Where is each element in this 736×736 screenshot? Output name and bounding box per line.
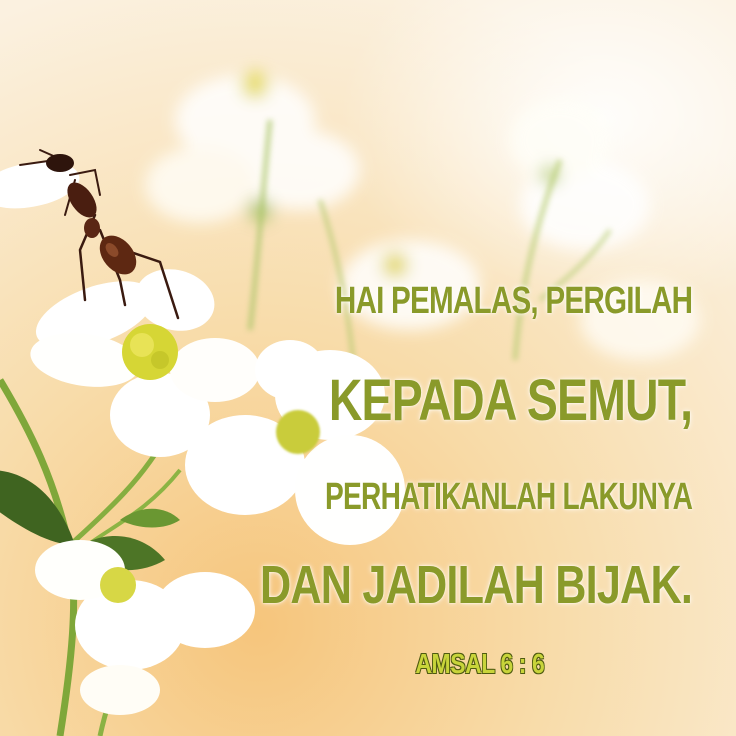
quote-line-3: PERHATIKANLAH LAKUNYA	[324, 476, 692, 518]
quote-line-4: DAN JADILAH BIJAK.	[259, 555, 692, 615]
scripture-reference: AMSAL 6 : 6	[414, 648, 544, 679]
quote-line-2: KEPADA SEMUT,	[328, 368, 692, 433]
quote-line-1: HAI PEMALAS, PERGILAH	[334, 280, 692, 322]
